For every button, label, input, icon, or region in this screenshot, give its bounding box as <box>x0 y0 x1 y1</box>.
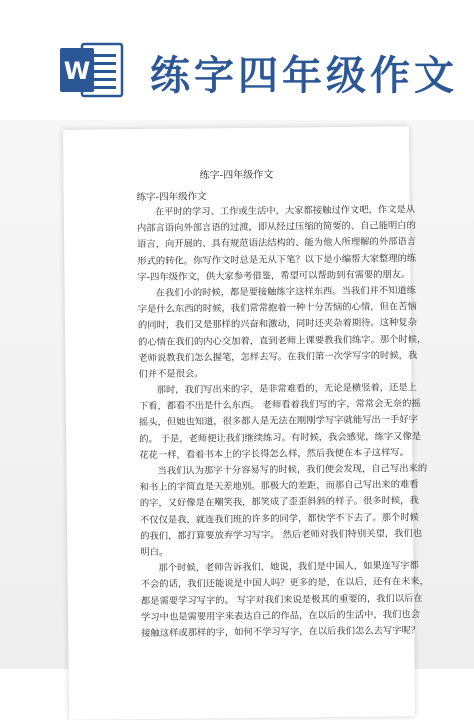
text-line: 内部言语向外部言语的过渡，即从经过压缩的简要的、自己能明白的 <box>136 220 416 235</box>
paragraph <box>140 558 429 642</box>
text-line: 那个时候，老师告诉我们，她说，我们是中国人，如果连写字都 <box>158 560 419 574</box>
document-subtitle: 练字-四年级作文 <box>136 191 207 204</box>
text-line: 语言，向开展的、具有规范语法结构的、能为他人所理解的外部语言 <box>137 236 417 251</box>
text-line: 的我们，都打算要放弃学习写字。 然后老师对我们特别关望，我们也 <box>140 527 423 542</box>
text-line: 不会的话，我们还能说是中国人吗？更多的是，在以后，还有在未来， <box>140 576 429 591</box>
text-line: 接触这样或那样的字，如何不学习写字，在以后我们怎么去写字呢？ <box>141 624 421 639</box>
text-line: 的。 于是，老师便让我们继续练习。有时候，我会感觉，练字又像是 <box>139 430 422 445</box>
text-line: 和书上的字简直是天差地别。那极大的差距，而那自己写出来的难看 <box>139 479 419 494</box>
text-line: 在平时的学习、工作或生活中，大家都接触过作文吧，作文是从 <box>154 204 416 218</box>
text-line: 不仅仅是我，就连我们班的许多的同学，都快学不下去了。那个时候 <box>139 511 419 526</box>
text-line: 们并不是很会。 <box>138 368 204 380</box>
paragraph <box>139 461 428 561</box>
paragraph <box>136 202 417 286</box>
svg-text:W: W <box>63 57 91 85</box>
text-line: 的同时，我们又是那样的兴奋和激动，同时还夹杂着期待。这种复杂 <box>137 317 417 332</box>
document-body <box>136 202 429 642</box>
text-line: 在我们小的时候，都是要接触练字这样东西。当我们并不知道练 <box>155 285 417 299</box>
paragraph <box>137 283 427 383</box>
text-line: 下看，都看不出是什么东西。 老师看着我们写的字，常常会无奈的摇 <box>138 398 421 413</box>
paragraph <box>138 380 422 464</box>
text-line: 摇头，但她也知道，很多都人是无法在刚刚学写字就能写出一手好字 <box>138 414 418 429</box>
text-line: 字-四年级作文，供大家参考借鉴，希望可以帮助到有需要的朋友。 <box>137 268 411 283</box>
text-line: 老师说教我们怎么握笔，怎样去写。在我们第一次学写字的时候，我 <box>138 349 418 364</box>
page-header <box>0 0 474 120</box>
text-line: 的心情在我们的内心交加着，直到老师上课要教我们练字。那个时候， <box>138 333 427 348</box>
document-title: 练字-四年级作文 <box>199 169 274 182</box>
word-doc-icon <box>60 42 124 98</box>
text-line: 明白。 <box>140 546 169 558</box>
text-line: 字是什么东西的时候，我们常常抱着一种十分苦恼的心情，但在苦恼 <box>137 301 417 316</box>
text-line: 当我们认为那字十分容易写的时候，我们便会发现，自己写出来的 <box>157 463 428 477</box>
document-page <box>63 126 429 720</box>
text-line: 形式的转化。你写作文时总是无从下笔？以下是小编帮大家整理的练 <box>137 252 417 267</box>
text-line: 学习中也是需要用字来表达自己的作品，在以后的生活中，我们也会 <box>140 608 420 623</box>
text-line: 的字，又好像是在嘲笑我，都笑成了歪歪斜斜的样子。很多时候，我 <box>139 495 419 510</box>
text-line: 都是需要学习写字的。 写字对我们来说是极其的重要的，我们以后在 <box>140 592 423 607</box>
page-title: 练字四年级作文 <box>150 53 458 99</box>
text-line: 那时，我们写出来的字，是非常难看的，无论是横竖着，还是上 <box>156 382 418 396</box>
text-line: 花花一样，看着书本上的字长得怎么样，然后我便在本子这样写。 <box>139 447 410 461</box>
